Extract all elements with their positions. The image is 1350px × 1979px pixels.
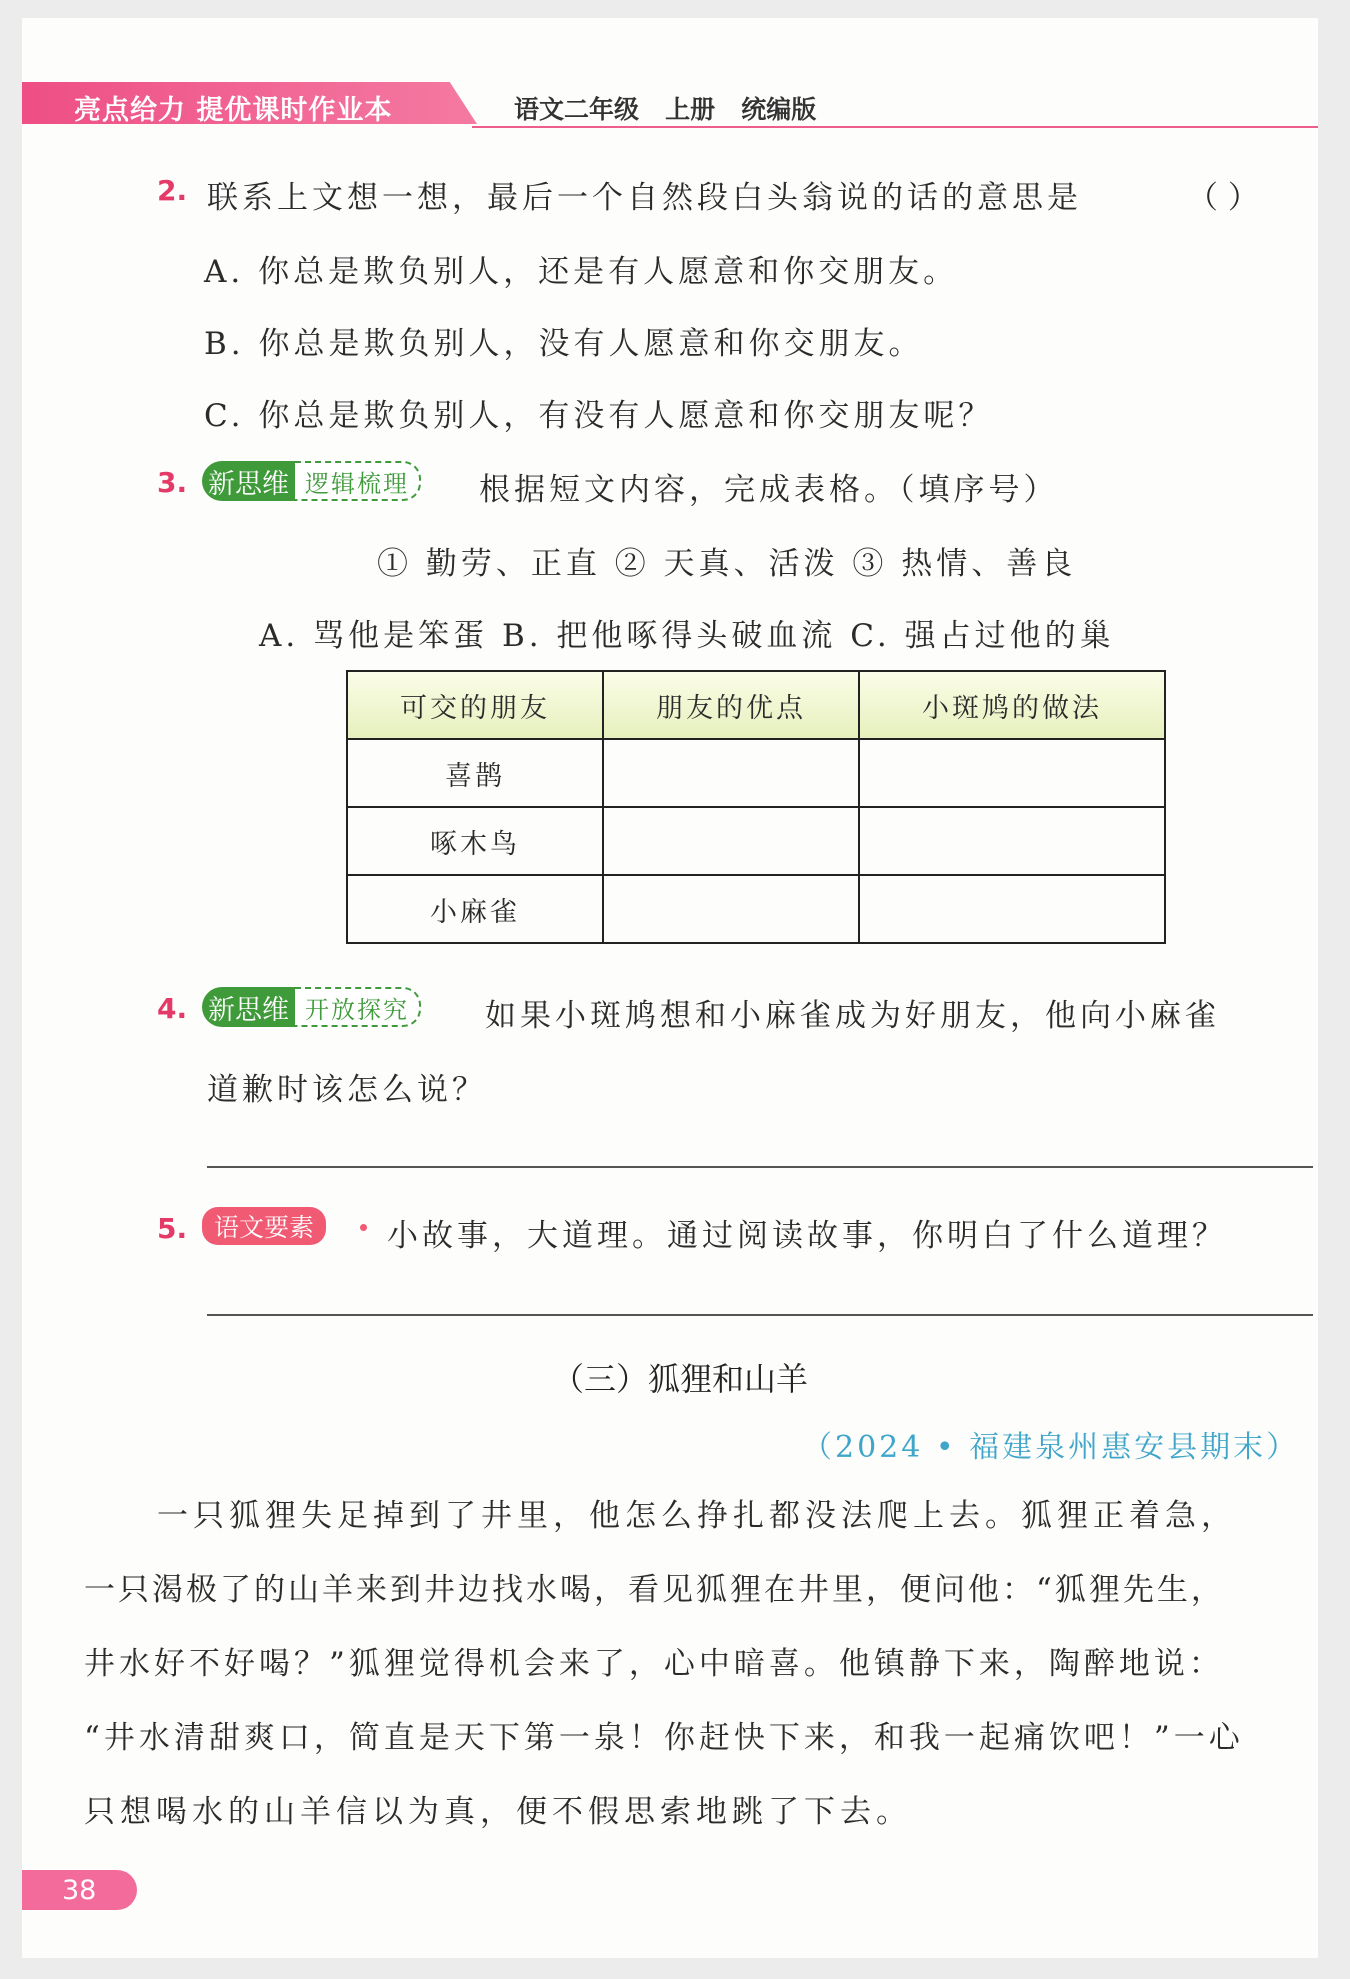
table-header-cell: 可交的朋友 bbox=[347, 671, 603, 739]
section-title: （三）狐狸和山羊 bbox=[552, 1360, 809, 1398]
question-5-text: 小故事，大道理。通过阅读故事，你明白了什么道理？ bbox=[387, 1218, 1227, 1254]
question-3-tag bbox=[202, 461, 421, 501]
paragraph-line: 一只狐狸失足掉到了井里，他怎么挣扎都没法爬上去。狐狸正着急， bbox=[157, 1498, 1237, 1534]
table-cell-answer[interactable] bbox=[859, 875, 1165, 943]
question-4-number: 4. bbox=[157, 992, 188, 1025]
section-source: （2024 • 福建泉州惠安县期末） bbox=[802, 1430, 1300, 1465]
table-cell-answer[interactable] bbox=[603, 875, 859, 943]
header-subtitle: 语文二年级 上册 统编版 bbox=[514, 95, 817, 124]
question-2-option-c[interactable]: C. 你总是欺负别人，有没有人愿意和你交朋友呢？ bbox=[204, 398, 994, 434]
question-3-number: 3. bbox=[157, 466, 188, 499]
question-2-number: 2. bbox=[157, 174, 188, 207]
question-3-table bbox=[346, 670, 1166, 944]
question-2-option-a[interactable]: A. 你总是欺负别人，还是有人愿意和你交朋友。 bbox=[204, 254, 959, 290]
table-cell-friend: 喜鹊 bbox=[347, 739, 603, 807]
paragraph-line: 只想喝水的山羊信以为真，便不假思索地跳了下去。 bbox=[84, 1794, 912, 1830]
page-number: 38 bbox=[22, 1870, 137, 1910]
tag-open-exploration: 开放探究 bbox=[295, 987, 421, 1027]
question-5-answer-line[interactable] bbox=[207, 1314, 1313, 1316]
question-3-text: 根据短文内容，完成表格。（填序号） bbox=[479, 472, 1059, 508]
table-row bbox=[347, 807, 1165, 875]
tag-new-thinking: 新思维 bbox=[202, 461, 295, 501]
question-3-choices-actions: A. 骂他是笨蛋 B. 把他啄得头破血流 C. 强占过他的巢 bbox=[259, 618, 1115, 654]
table-cell-answer[interactable] bbox=[859, 807, 1165, 875]
header-brand: 亮点给力 提优课时作业本 bbox=[74, 95, 393, 126]
table-cell-answer[interactable] bbox=[603, 807, 859, 875]
header-divider bbox=[472, 126, 1318, 128]
table-cell-friend: 啄木鸟 bbox=[347, 807, 603, 875]
question-4-answer-line[interactable] bbox=[207, 1166, 1313, 1168]
question-3-choices-traits: ① 勤劳、正直 ② 天真、活泼 ③ 热情、善良 bbox=[377, 546, 1077, 582]
question-4-tag bbox=[202, 987, 421, 1027]
tag-dot bbox=[360, 1224, 367, 1231]
table-header-cell: 小斑鸠的做法 bbox=[859, 671, 1165, 739]
paragraph-line: 一只渴极了的山羊来到井边找水喝，看见狐狸在井里，便问他：“狐狸先生， bbox=[84, 1572, 1225, 1608]
table-row bbox=[347, 875, 1165, 943]
table-header-cell: 朋友的优点 bbox=[603, 671, 859, 739]
workbook-page bbox=[22, 18, 1318, 1958]
question-4-text-line1: 如果小斑鸠想和小麻雀成为好朋友，他向小麻雀 bbox=[485, 998, 1220, 1034]
table-cell-friend: 小麻雀 bbox=[347, 875, 603, 943]
table-header-row bbox=[347, 671, 1165, 739]
paragraph-line: 井水好不好喝？”狐狸觉得机会来了，心中暗喜。他镇静下来，陶醉地说： bbox=[84, 1646, 1224, 1682]
question-2-option-b[interactable]: B. 你总是欺负别人，没有人愿意和你交朋友。 bbox=[204, 326, 924, 362]
question-4-text-line2: 道歉时该怎么说？ bbox=[207, 1072, 487, 1108]
paragraph-line: “井水清甜爽口，简直是天下第一泉！你赶快下来，和我一起痛饮吧！”一心 bbox=[84, 1720, 1244, 1756]
question-2-text: 联系上文想一想，最后一个自然段白头翁说的话的意思是 bbox=[207, 180, 1082, 216]
question-5-tag: 语文要素 bbox=[202, 1207, 326, 1245]
table-cell-answer[interactable] bbox=[859, 739, 1165, 807]
tag-logic-sorting: 逻辑梳理 bbox=[295, 461, 421, 501]
table-row bbox=[347, 739, 1165, 807]
tag-new-thinking: 新思维 bbox=[202, 987, 295, 1027]
question-5-number: 5. bbox=[157, 1212, 188, 1245]
table-cell-answer[interactable] bbox=[603, 739, 859, 807]
question-2-answer-blank[interactable]: （ ） bbox=[1187, 180, 1259, 216]
